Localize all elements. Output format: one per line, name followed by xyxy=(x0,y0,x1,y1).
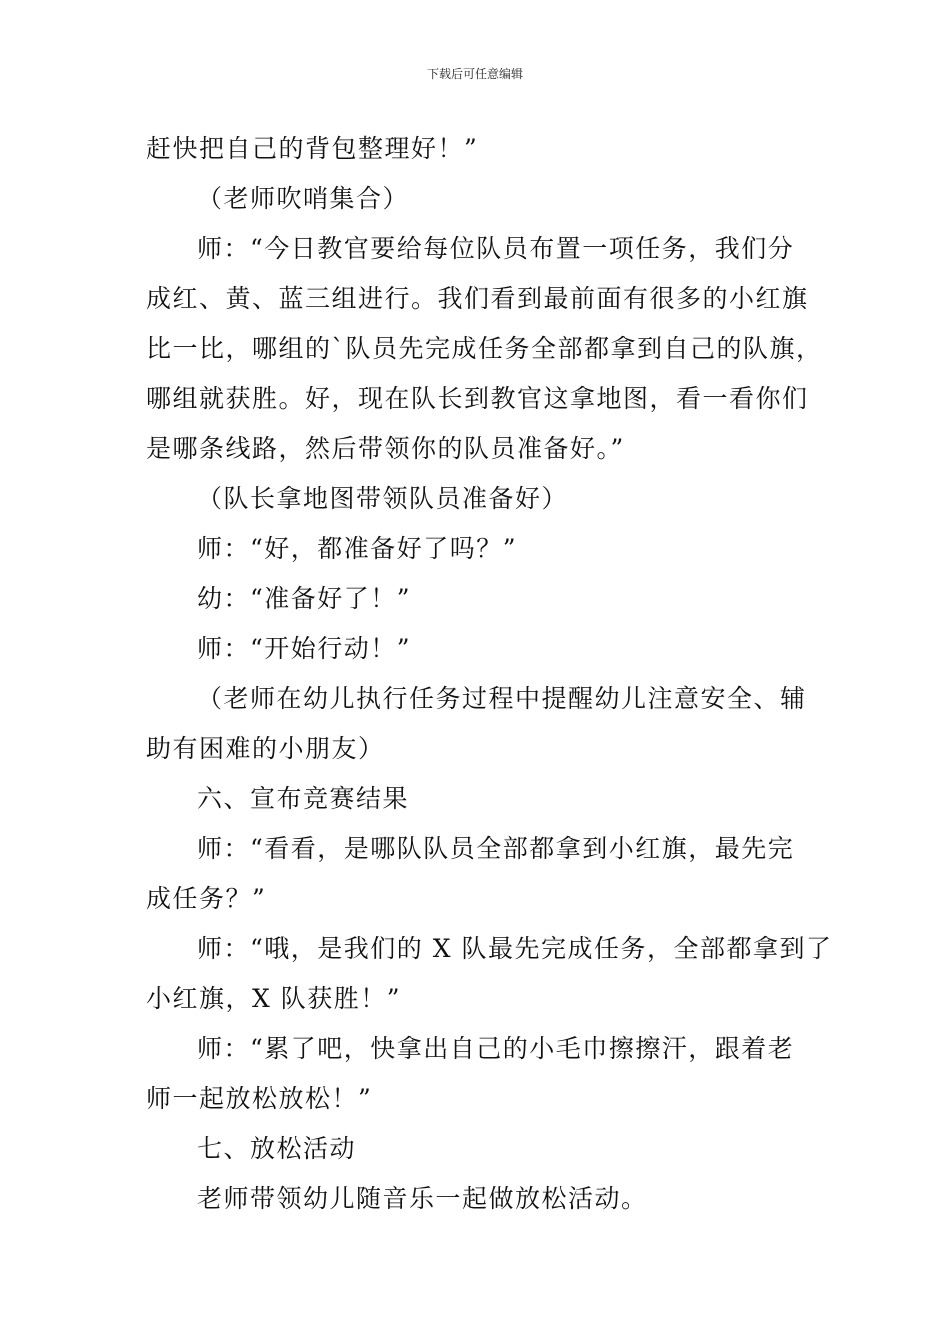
text-line: 成任务？” xyxy=(146,884,267,913)
text-line: 师：“今日教官要给每位队员布置一项任务，我们分 xyxy=(197,234,795,263)
page-header-note: 下载后可任意编辑 xyxy=(426,67,523,81)
text-line: （老师在幼儿执行任务过程中提醒幼儿注意安全、辅 xyxy=(197,684,807,713)
text-line: 师：“累了吧，快拿出自己的小毛巾擦擦汗，跟着老 xyxy=(197,1034,795,1063)
text-line: 哪组就获胜。好，现在队长到教官这拿地图，看一看你们 xyxy=(146,384,809,413)
section-heading: 六、宣布竞赛结果 xyxy=(197,784,410,813)
text-line: 师：“开始行动！” xyxy=(197,634,412,663)
text-line: 成红、黄、蓝三组进行。我们看到最前面有很多的小红旗 xyxy=(146,284,809,313)
text-line: （队长拿地图带领队员准备好） xyxy=(197,484,569,513)
document-body xyxy=(146,124,833,1224)
text-line: 幼：“准备好了！” xyxy=(197,584,412,613)
text-line: 师：“哦，是我们的 X 队最先完成任务，全部都拿到了 xyxy=(197,934,833,963)
text-line: 师一起放松放松！” xyxy=(146,1084,373,1113)
text-line: 是哪条线路，然后带领你的队员准备好。” xyxy=(146,434,625,463)
text-line: 老师带领幼儿随音乐一起做放松活动。 xyxy=(197,1184,648,1213)
text-line: 比一比，哪组的`队员先完成任务全部都拿到自己的队旗， xyxy=(146,334,823,363)
text-line: （老师吹哨集合） xyxy=(197,184,410,213)
text-line: 助有困难的小朋友） xyxy=(146,734,385,763)
text-line: 小红旗，X 队获胜！” xyxy=(146,984,402,1013)
text-line: 师：“好，都准备好了吗？” xyxy=(197,534,518,563)
text-line: 赶快把自己的背包整理好！” xyxy=(146,134,479,163)
section-heading: 七、放松活动 xyxy=(197,1134,357,1163)
text-line: 师：“看看，是哪队队员全部都拿到小红旗，最先完 xyxy=(197,834,795,863)
